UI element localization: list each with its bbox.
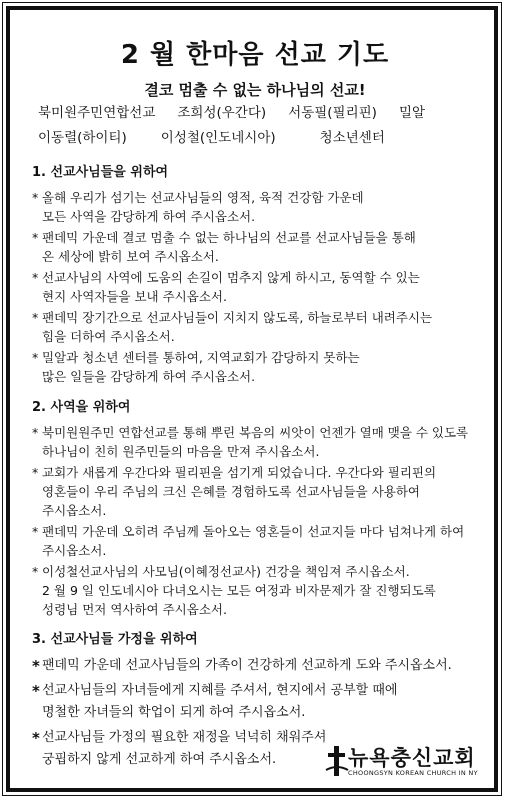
prayer-item: * 선교사님들 가정의 필요한 재정을 넉넉히 채워주셔 궁핍하지 않게 선교하게 하여 주시옵소서. [32,729,327,767]
names-row-1 [38,101,478,126]
bullet-icon: * [32,524,39,539]
missionary-name: 서동필(필리핀) [288,105,377,121]
missionary-name: 청소년센터 [319,130,385,146]
prayer-item: * 밀알과 청소년 센터를 통하여, 지역교회가 감당하지 못하는 많은 일들을 감당하게 하여 주시옵소서. [32,350,360,384]
prayer-item: * 팬데믹 장기간으로 선교사님들이 지치지 않도록, 하늘로부터 내려주시는 힘을 더하여 주시옵소서. [32,310,433,344]
prayer-item: * 선교사님들의 자녀들에게 지혜를 주셔서, 현지에서 공부할 때에 명철한 자녀들의 학업이 되게 하여 주시옵소서. [32,682,398,720]
missionary-name: 이성철(인도네시아) [160,130,276,146]
bullet-icon: * [32,564,39,579]
prayer-item: * 교회가 새롭게 우간다와 필리핀을 섬기게 되었습니다. 우간다와 필리핀의 영혼들이 우리 주님의 크신 은혜를 경험하도록 선교사님들을 사용하여 주시옵소서. [32,465,437,518]
church-english-name: CHOONGSYN KOREAN CHURCH IN NY [348,769,478,777]
bullet-icon: * [32,682,40,700]
prayer-item: * 팬데믹 가운데 오히려 주님께 돌아오는 영혼들이 선교지들 마다 넘쳐나게 하여 주시옵소서. [32,524,465,558]
prayer-item: * 북미원원주민 연합선교를 통해 뿌린 복음의 씨앗이 언젠가 열매 맺을 수 있도록 하나님이 친히 원주민들의 마음을 만져 주시옵소서. [32,425,469,459]
prayer-item: * 팬데믹 가운데 결코 멈출 수 없는 하나님의 선교를 선교사님들을 통해 온 세상에 밝히 보여 주시옵소서. [32,230,416,264]
page-subtitle: 결코 멈출 수 없는 하나님의 선교! [144,81,366,99]
bullet-icon: * [32,270,39,285]
bullet-icon: * [32,657,40,675]
page-title: 2 월 한마음 선교 기도 [120,40,390,70]
bullet-icon: * [32,425,39,440]
bullet-icon: * [32,230,39,245]
section-title: 3. 선교사님들 가정을 위하여 [32,632,198,647]
missionary-name: 조희성(우간다) [177,105,267,121]
church-logo [324,744,484,780]
missionary-names [38,101,478,151]
prayer-item: * 팬데믹 가운데 선교사님들의 가족이 건강하게 선교하게 도와 주시옵소서. [32,657,452,675]
missionary-name: 밀알 [398,105,426,121]
missionary-name: 이동렬(하이티) [38,130,127,146]
prayer-item: * 올해 우리가 섬기는 선교사님들의 영적, 육적 건강함 가운데 모든 사역을 감당하게 하여 주시옵소서. [32,190,364,224]
bullet-icon: * [32,350,39,365]
prayer-item: * 선교사님의 사역에 도움의 손길이 멈추지 않게 하시고, 동역할 수 있는 현지 사역자들을 보내 주시옵소서. [32,270,420,304]
names-row-2 [38,126,478,151]
section-ministry [32,396,492,621]
prayer-item: * 이성철선교사님의 사모님(이혜정선교사) 건강을 책임져 주시옵소서. 2 월 9 일 인도네시아 다녀오시는 모든 여정과 비자문제가 잘 진행되도록 성령님 먼저 역사하여 주시옵소서. [32,564,436,617]
section-missionaries [32,161,492,388]
missionary-name: 북미원주민연합선교 [38,105,156,121]
bullet-icon: * [32,729,40,747]
bullet-icon: * [32,465,39,480]
section-title: 1. 선교사님들을 위하여 [32,165,169,180]
bullet-icon: * [32,190,39,205]
church-name: 뉴욕충신교회 [348,746,476,770]
cross-icon [324,744,350,778]
section-title: 2. 사역을 위하여 [32,400,131,415]
bullet-icon: * [32,310,39,325]
